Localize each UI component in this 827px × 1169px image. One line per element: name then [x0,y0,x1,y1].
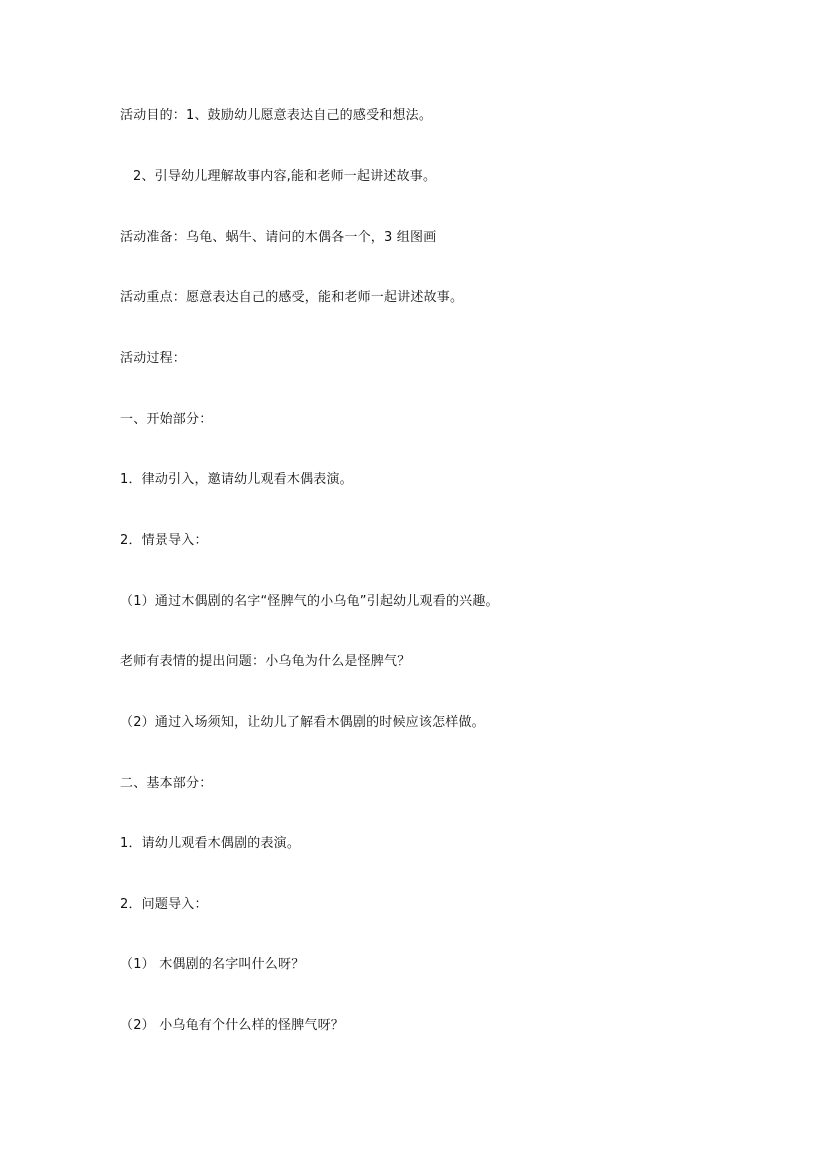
basic-step-2-question-1: （1） 木偶剧的名字叫什么呀？ [120,957,305,972]
teacher-question-line: 老师有表情的提出问题：小乌龟为什么是怪脾气？ [120,654,411,669]
basic-step-2: 2．问题导入： [120,897,208,912]
activity-process-heading: 活动过程： [120,351,187,366]
activity-preparation-line: 活动准备：乌龟、蜗牛、请问的木偶各一个，3 组图画 [120,230,437,245]
start-step-2: 2．情景导入： [120,533,208,548]
start-step-2-item-2: （2）通过入场须知，让幼儿了解看木偶剧的时候应该怎样做。 [120,715,485,730]
activity-goal-line-1: 活动目的：1、鼓励幼儿愿意表达自己的感受和想法。 [120,108,433,123]
start-step-2-item-1: （1）通过木偶剧的名字“怪脾气的小乌龟”引起幼儿观看的兴趣。 [120,594,499,609]
activity-focus-line: 活动重点：愿意表达自己的感受，能和老师一起讲述故事。 [120,290,464,305]
basic-step-2-question-2: （2） 小乌龟有个什么样的怪脾气呀？ [120,1018,345,1033]
section-start-heading: 一、开始部分： [120,412,213,427]
start-step-1: 1．律动引入，邀请幼儿观看木偶表演。 [120,472,353,487]
basic-step-1: 1．请幼儿观看木偶剧的表演。 [120,836,301,851]
section-basic-heading: 二、基本部分： [120,776,213,791]
activity-goal-line-2: 2、引导幼儿理解故事内容,能和老师一起讲述故事。 [133,169,437,184]
